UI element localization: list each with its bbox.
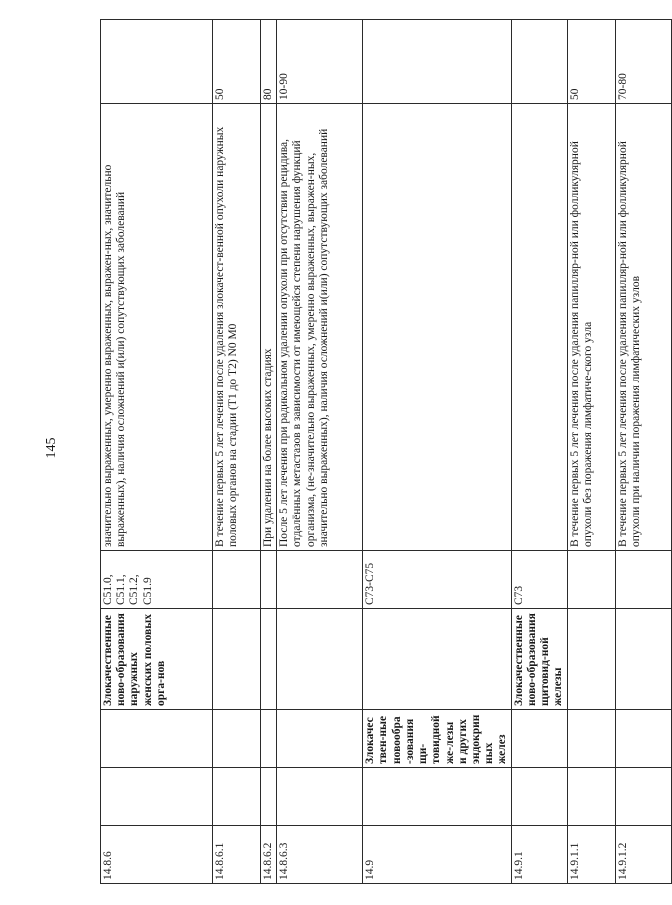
row-code: 14.8.6.3 (277, 826, 363, 884)
criteria-cell: В течение первых 5 лет лечения после удаления папилляр-ной или фолликулярной опухоли при наличии поражения лимфатических узлов (615, 104, 671, 551)
criteria-cell: После 5 лет лечения при радикальном удалении опухоли при отсутствии рецидива, отдалённых метастазов в зависимости от имеющейся степени нарушения функций организма, (не-значительно выраженных, умеренно выраженных, выражен-ных, значительно выраженных), наличия осложнений и(или) сопутствующих заболеваний (277, 104, 363, 551)
row-code: 14.9.1.1 (567, 826, 615, 884)
group-cell (213, 710, 261, 768)
row-code: 14.9.1 (511, 826, 567, 884)
percent-cell: 50 (567, 20, 615, 104)
percent-cell (101, 20, 213, 104)
mkb-code-cell (213, 551, 261, 609)
percent-cell: 80 (261, 20, 277, 104)
mkb-code-cell (567, 551, 615, 609)
empty-cell (567, 768, 615, 826)
mkb-code-cell: C73-C75 (363, 551, 511, 609)
table-row (261, 20, 277, 884)
empty-cell (363, 768, 511, 826)
table-row (363, 20, 511, 884)
group-cell (277, 710, 363, 768)
percent-cell (363, 20, 511, 104)
group-cell (261, 710, 277, 768)
mkb-code-cell (277, 551, 363, 609)
criteria-cell (363, 104, 511, 551)
diagnosis-cell (567, 609, 615, 710)
empty-cell (511, 768, 567, 826)
criteria-cell: значительно выраженных, умеренно выраженных, выражен-ных, значительно выраженных), наличия осложнений и(или) сопутствующих заболеваний (101, 104, 213, 551)
criteria-cell: В течение первых 5 лет лечения после удаления злокачест-венной опухоли наружных половых органов на стадии (T1 до T2) N0 M0 (213, 104, 261, 551)
criteria-cell: При удалении на более высоких стадиях (261, 104, 277, 551)
table-row (615, 20, 671, 884)
empty-cell (101, 768, 213, 826)
page-number: 145 (44, 437, 59, 459)
empty-cell (261, 768, 277, 826)
mkb-code-cell (615, 551, 671, 609)
row-code: 14.8.6.1 (213, 826, 261, 884)
mkb-code-cell: C51.0, C51.1, C51.2, C51.9 (101, 551, 213, 609)
percent-cell: 50 (213, 20, 261, 104)
table-row (213, 20, 261, 884)
diagnosis-cell (213, 609, 261, 710)
row-code: 14.8.6.2 (261, 826, 277, 884)
empty-cell (615, 768, 671, 826)
group-cell (615, 710, 671, 768)
mkb-code-cell: C73 (511, 551, 567, 609)
table-row (101, 20, 213, 884)
diagnosis-cell (261, 609, 277, 710)
percent-cell (511, 20, 567, 104)
percent-cell: 70-80 (615, 20, 671, 104)
row-code: 14.9.1.2 (615, 826, 671, 884)
empty-cell (277, 768, 363, 826)
group-cell: Злокачествен-ные новообра-зования щи-товидной же-лезы и других эндокринных желез (363, 710, 511, 768)
group-cell (567, 710, 615, 768)
diagnosis-cell (277, 609, 363, 710)
group-cell (511, 710, 567, 768)
row-code: 14.9 (363, 826, 511, 884)
disability-criteria-table (100, 19, 672, 884)
empty-cell (213, 768, 261, 826)
rotated-page (100, 20, 642, 884)
table-row (277, 20, 363, 884)
criteria-cell: В течение первых 5 лет лечения после удаления папилляр-ной или фолликулярной опухоли без поражения лимфатиче-ского узла (567, 104, 615, 551)
group-cell (101, 710, 213, 768)
table-row (511, 20, 567, 884)
mkb-code-cell (261, 551, 277, 609)
percent-cell: 10-90 (277, 20, 363, 104)
diagnosis-cell: Злокачественные ново-образования наружных женских половых орга-нов (101, 609, 213, 710)
row-code: 14.8.6 (101, 826, 213, 884)
diagnosis-cell (615, 609, 671, 710)
table-row (567, 20, 615, 884)
criteria-cell (511, 104, 567, 551)
diagnosis-cell (363, 609, 511, 710)
diagnosis-cell: Злокачественные ново-образования щитовид-ной железы (511, 609, 567, 710)
